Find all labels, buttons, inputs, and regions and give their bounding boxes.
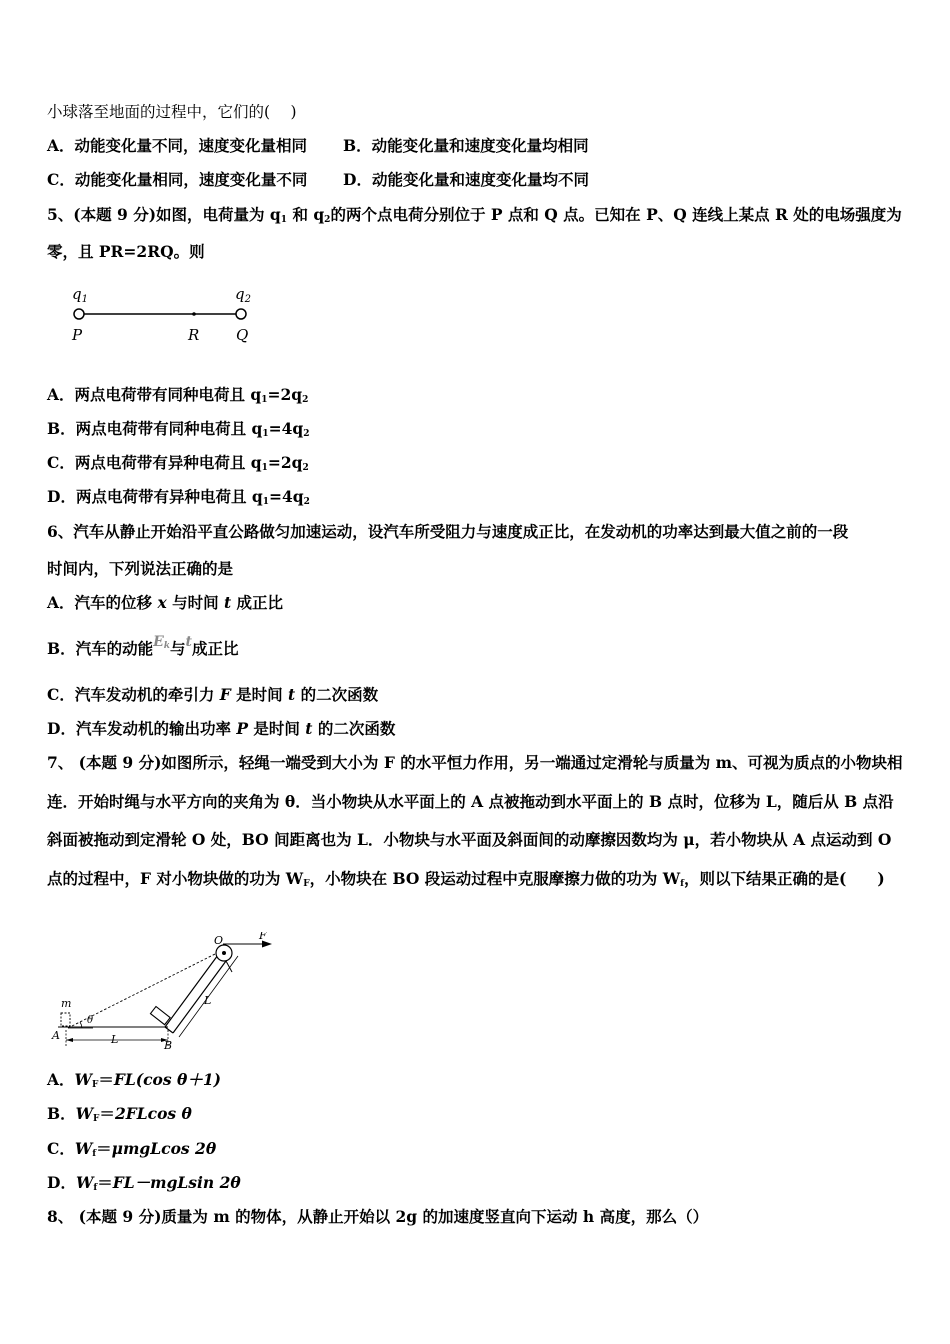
q4-option-a: A．动能变化量不同，速度变化量相同 [47, 136, 308, 155]
label-f: F [259, 932, 267, 942]
q6-stem-line1: 6、汽车从静止开始沿平直公路做匀加速运动，设汽车所受阻力与速度成正比，在发动机的功率达到最大值之前的一段 [47, 522, 849, 541]
q4-option-d: D．动能变化量和速度变化量均不同 [343, 170, 589, 189]
p-label: P [72, 326, 83, 344]
label-theta: θ [87, 1015, 94, 1026]
q4-option-c: C．动能变化量相同，速度变化量不同 [47, 170, 308, 189]
label-b: B [164, 1039, 173, 1052]
block-b [150, 1007, 170, 1025]
q1-label: $q_1$ [72, 285, 88, 305]
q7-option-d: D．$W_f=FL-mgLsin$ 2θ [47, 1173, 241, 1193]
q7-option-b: B．$W_F=2FLcos$ θ [47, 1104, 192, 1124]
q7-option-c: C．$W_f=\mu mgLcos$ 2θ [47, 1139, 217, 1159]
q7-stem: 7、 (本题 9 分)如图所示，轻绳一端受到大小为 F 的水平恒力作用，另一端通过定滑轮与质量为 m、可视为质点的小物块相连．开始时绳与水平方向的夹角为 θ．当小物块从水平面上的 A 点被拖动到水平面上的 B 点时，位移为 L，随后从 B 点沿斜面被拖动到定滑轮 O 处，BO 间距离也为 L．小物块与水平面及斜面间的动摩擦因数均为 μ，若小物块从 A 点运动到 O 点的过程中，F 对小物块做的功为 $W_F$，小物块在 BO 段运动过程中克服摩擦力做的功为 $W_f$，则以下结果正确的是( ) [47, 753, 903, 889]
dim-arrow-left [66, 1038, 73, 1042]
incline-support [226, 961, 232, 972]
q5-option-d: D．两点电荷带有异种电荷且 $q_1=4q_2$ [47, 487, 310, 507]
q4-stem-tail: 小球落至地面的过程中，它们的( ) [47, 103, 297, 121]
q-label: Q [236, 326, 249, 344]
label-a: A [52, 1029, 60, 1042]
q6-option-b: B．汽车的动能$E_k$与t成正比 [47, 634, 239, 658]
q5-option-b: B．两点电荷带有同种电荷且 $q_1=4q_2$ [47, 419, 310, 439]
p-charge [74, 309, 84, 319]
q8-stem: 8、 (本题 9 分)质量为 m 的物体，从静止开始以 2g 的加速度竖直向下运动 h 高度，那么（） [47, 1207, 709, 1226]
label-m: m [61, 997, 72, 1010]
pulley-axle [222, 951, 226, 955]
q2-label: $q_2$ [235, 285, 251, 305]
label-l1: L [111, 1033, 119, 1046]
q-charge [236, 309, 246, 319]
incline-right [173, 961, 226, 1033]
q6-stem-line2: 时间内，下列说法正确的是 [47, 559, 234, 578]
r-label: R [188, 326, 200, 344]
q6-option-a: A．汽车的位移 x 与时间 t 成正比 [47, 593, 284, 612]
q5-option-a: A．两点电荷带有同种电荷且 $q_1=2q_2$ [47, 385, 309, 405]
q4-option-b: B．动能变化量和速度变化量均相同 [343, 136, 589, 155]
kinetic-energy-symbol: $E_k$ [153, 634, 171, 651]
incline-left [165, 955, 218, 1027]
label-l2: L [204, 994, 212, 1007]
q5-option-c: C．两点电荷带有异种电荷且 $q_1=2q_2$ [47, 453, 309, 473]
q5-figure-charges [60, 283, 260, 353]
label-o: O [214, 934, 224, 947]
incline-base [165, 1027, 173, 1033]
r-point [192, 312, 196, 316]
q6-option-d: D．汽车发动机的输出功率 P 是时间 t 的二次函数 [47, 719, 396, 738]
q5-stem-line1: 5、(本题 9 分)如图，电荷量为 $q_1$ 和 $q_2$的两个点电荷分别位于 P 点和 Q 点。已知在 P、Q 连线上某点 R 处的电场强度为 [47, 205, 902, 225]
q6-option-c: C．汽车发动机的牵引力 F 是时间 t 的二次函数 [47, 685, 379, 704]
q7-figure-pulley [48, 932, 283, 1054]
q5-stem-line2: 零，且 PR=2RQ。则 [47, 242, 205, 261]
block-a [61, 1013, 70, 1026]
q7-option-a: A．$W_F=FL(\cos$ θ＋1) [47, 1070, 221, 1090]
